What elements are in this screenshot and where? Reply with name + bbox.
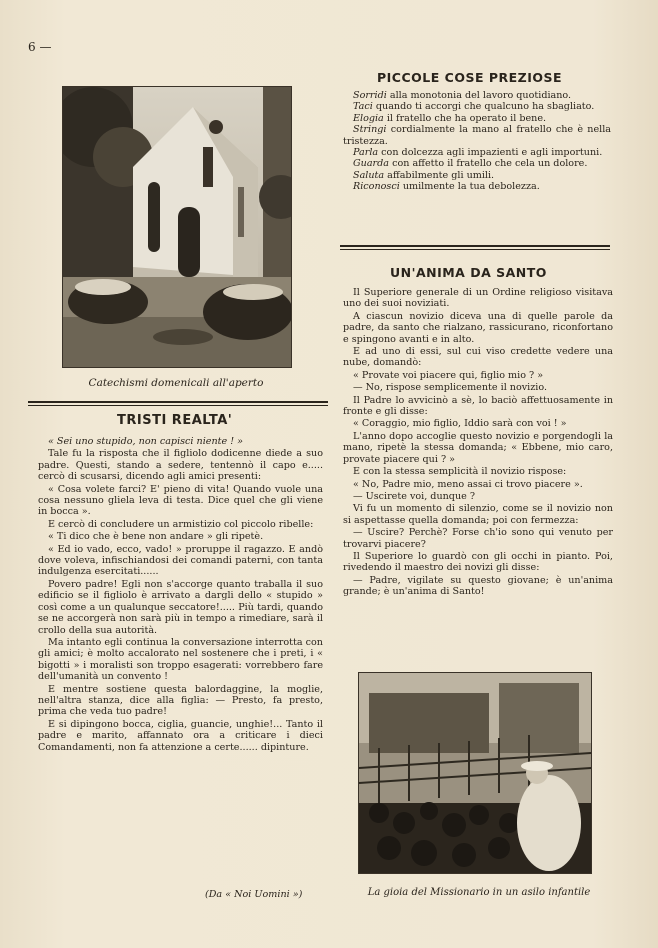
- maxim-text: con dolcezza agli impazienti e agli importuni.: [378, 147, 603, 159]
- divider-rule: [28, 405, 328, 406]
- paragraph: — No, rispose semplicemente il novizio.: [353, 382, 548, 394]
- maxim-text: quando ti accorgi che qualcuno ha sbagliato.: [372, 101, 595, 113]
- maxim-text: il fratello che ha operato il bene.: [383, 112, 547, 124]
- maxim-text: alla monotonia del lavoro quotidiano.: [386, 90, 572, 101]
- maxim-text: cordialmente la mano al fratello che è nella tristezza.: [343, 124, 611, 147]
- maxim-verb: Riconosci: [353, 181, 400, 193]
- maxim: [343, 147, 611, 158]
- maxim-text: affabilmente gli umili.: [384, 169, 495, 181]
- paragraph: Vi fu un momento di silenzio, come se il novizio non si aspettasse quella domanda; poi con fermezza:: [343, 503, 613, 526]
- maxim-verb: Sorridi: [353, 90, 387, 101]
- church-photo-caption: Catechismi domenicali all'aperto: [88, 377, 264, 389]
- paragraph: « Cosa volete farci? E' pieno di vita! Quando vuole una cosa nessuno gliela leva di testa. Dice quel che gli viene in bocca ».: [38, 483, 323, 518]
- maxim: [343, 90, 611, 101]
- paragraph: E mentre sostiene questa balordaggine, la moglie, nell'altra stanza, dice alla figlia: — Presto, fa presto, prima che veda tuo padre!: [38, 683, 323, 718]
- article-title-piccole-cose: PICCOLE COSE PREZIOSE: [377, 70, 563, 85]
- paragraph: — Uscirete voi, dunque ?: [353, 490, 475, 502]
- paragraph: Povero padre! Egli non s'accorge quanto traballa il suo edificio se il figliolo è arrivato a dargli dello « stupido » così come a un qualunque seccatore!..... Più tardi, quando se ne accorgerà non sarà più in tempo a rimediare, sarà il crollo della sua autorità.: [38, 578, 323, 636]
- paragraph: Il Superiore lo guardò con gli occhi in pianto. Poi, rivedendo il maestro dei novizi gli disse:: [343, 550, 613, 574]
- divider-rule: [340, 245, 610, 247]
- paragraph: « Sei uno stupido, non capisci niente ! »: [48, 436, 244, 447]
- page-number: 6 —: [28, 40, 52, 54]
- paragraph: « Provate voi piacere qui, figlio mio ? »: [353, 369, 544, 381]
- article-title-tristi-realta: TRISTI REALTA': [117, 413, 233, 428]
- maxim: [343, 170, 611, 181]
- paragraph: Il Superiore generale di un Ordine religioso visitava uno dei suoi noviziati.: [343, 287, 613, 310]
- maxim: [343, 158, 611, 169]
- paragraph: — Uscire? Perchè? Forse ch'io sono qui venuto per trovarvi piacere?: [343, 527, 613, 550]
- kindergarten-photo-caption: La gioia del Missionario in un asilo infantile: [367, 887, 591, 898]
- paragraph: A ciascun novizio diceva una di quelle parole da padre, da santo che rialzano, rassicurano, riconfortano e spingono avanti e in alto.: [343, 310, 613, 345]
- paragraph: Ma intanto egli continua la conversazione interrotta con gli amici; è molto accalorato nel sostenere che i preti, i « bigotti » i moralisti son troppo esagerati: vorrebbero fare dell'umanità un convento !: [38, 636, 323, 683]
- maxim: [343, 113, 611, 124]
- maxims-list: [343, 90, 611, 193]
- kindergarten-photo: [358, 672, 592, 874]
- paragraph: E ad uno di essi, sul cui viso credette vedere una nube, domandò:: [343, 346, 613, 369]
- maxim-verb: Stringi: [353, 124, 387, 136]
- paragraph: « Coraggio, mio figlio, Iddio sarà con voi ! »: [353, 418, 567, 430]
- maxim-text: umilmente la tua debolezza.: [399, 181, 540, 193]
- maxim: [343, 181, 611, 192]
- article-title-anima-da-santo: UN'ANIMA DA SANTO: [390, 265, 547, 280]
- maxim-verb: Guarda: [353, 158, 390, 170]
- maxim-verb: Elogia: [353, 112, 384, 124]
- paragraph: Il Padre lo avvicinò a sè, lo baciò affettuosamente in fronte e gli disse:: [343, 394, 613, 418]
- church-photo: [62, 86, 292, 368]
- paragraph: Tale fu la risposta che il figliolo dodicenne diede a suo padre. Questi, stando a sedere, tentennò il capo e..... cercò di scusarsi, dicendo agli amici presenti:: [38, 448, 323, 483]
- maxim-text: con affetto il fratello che cela un dolore.: [389, 158, 588, 170]
- article-body-tristi-realta: [38, 436, 323, 754]
- article-source: (Da « Noi Uomini »): [205, 889, 303, 900]
- paragraph: E con la stessa semplicità il novizio rispose:: [353, 466, 567, 478]
- paragraph: — Padre, vigilate su questo giovane; è un'anima grande; è un'anima di Santo!: [343, 574, 613, 598]
- divider-rule: [340, 249, 610, 250]
- maxim: [343, 101, 611, 112]
- article-body-anima-da-santo: [343, 287, 613, 599]
- maxim-verb: Saluta: [353, 169, 385, 181]
- paragraph: L'anno dopo accoglie questo novizio e porgendogli la mano, ripetè la stessa domanda; « Ebbene, mio caro, provate piacere qui ? »: [343, 430, 613, 465]
- paragraph: « No, Padre mio, meno assai ci trovo piacere ».: [353, 478, 583, 490]
- paragraph: E cercò di concludere un armistizio col piccolo ribelle:: [48, 518, 314, 530]
- paragraph: « Ti dico che è bene non andare » gli ripetè.: [48, 531, 264, 543]
- paragraph: E si dipingono bocca, ciglia, guancie, unghie!... Tanto il padre e marito, affannato ora a criticare i dieci Comandamenti, non fa attenzione a certe...... dipinture.: [38, 718, 323, 753]
- maxim-verb: Taci: [353, 101, 373, 113]
- paragraph: « Ed io vado, ecco, vado! » proruppe il ragazzo. E andò dove voleva, infischiandosi dei comandi paterni, con tanta indulgenza esercitati......: [38, 543, 323, 578]
- divider-rule: [28, 401, 328, 403]
- maxim-verb: Parla: [353, 147, 379, 159]
- maxim: [343, 124, 611, 147]
